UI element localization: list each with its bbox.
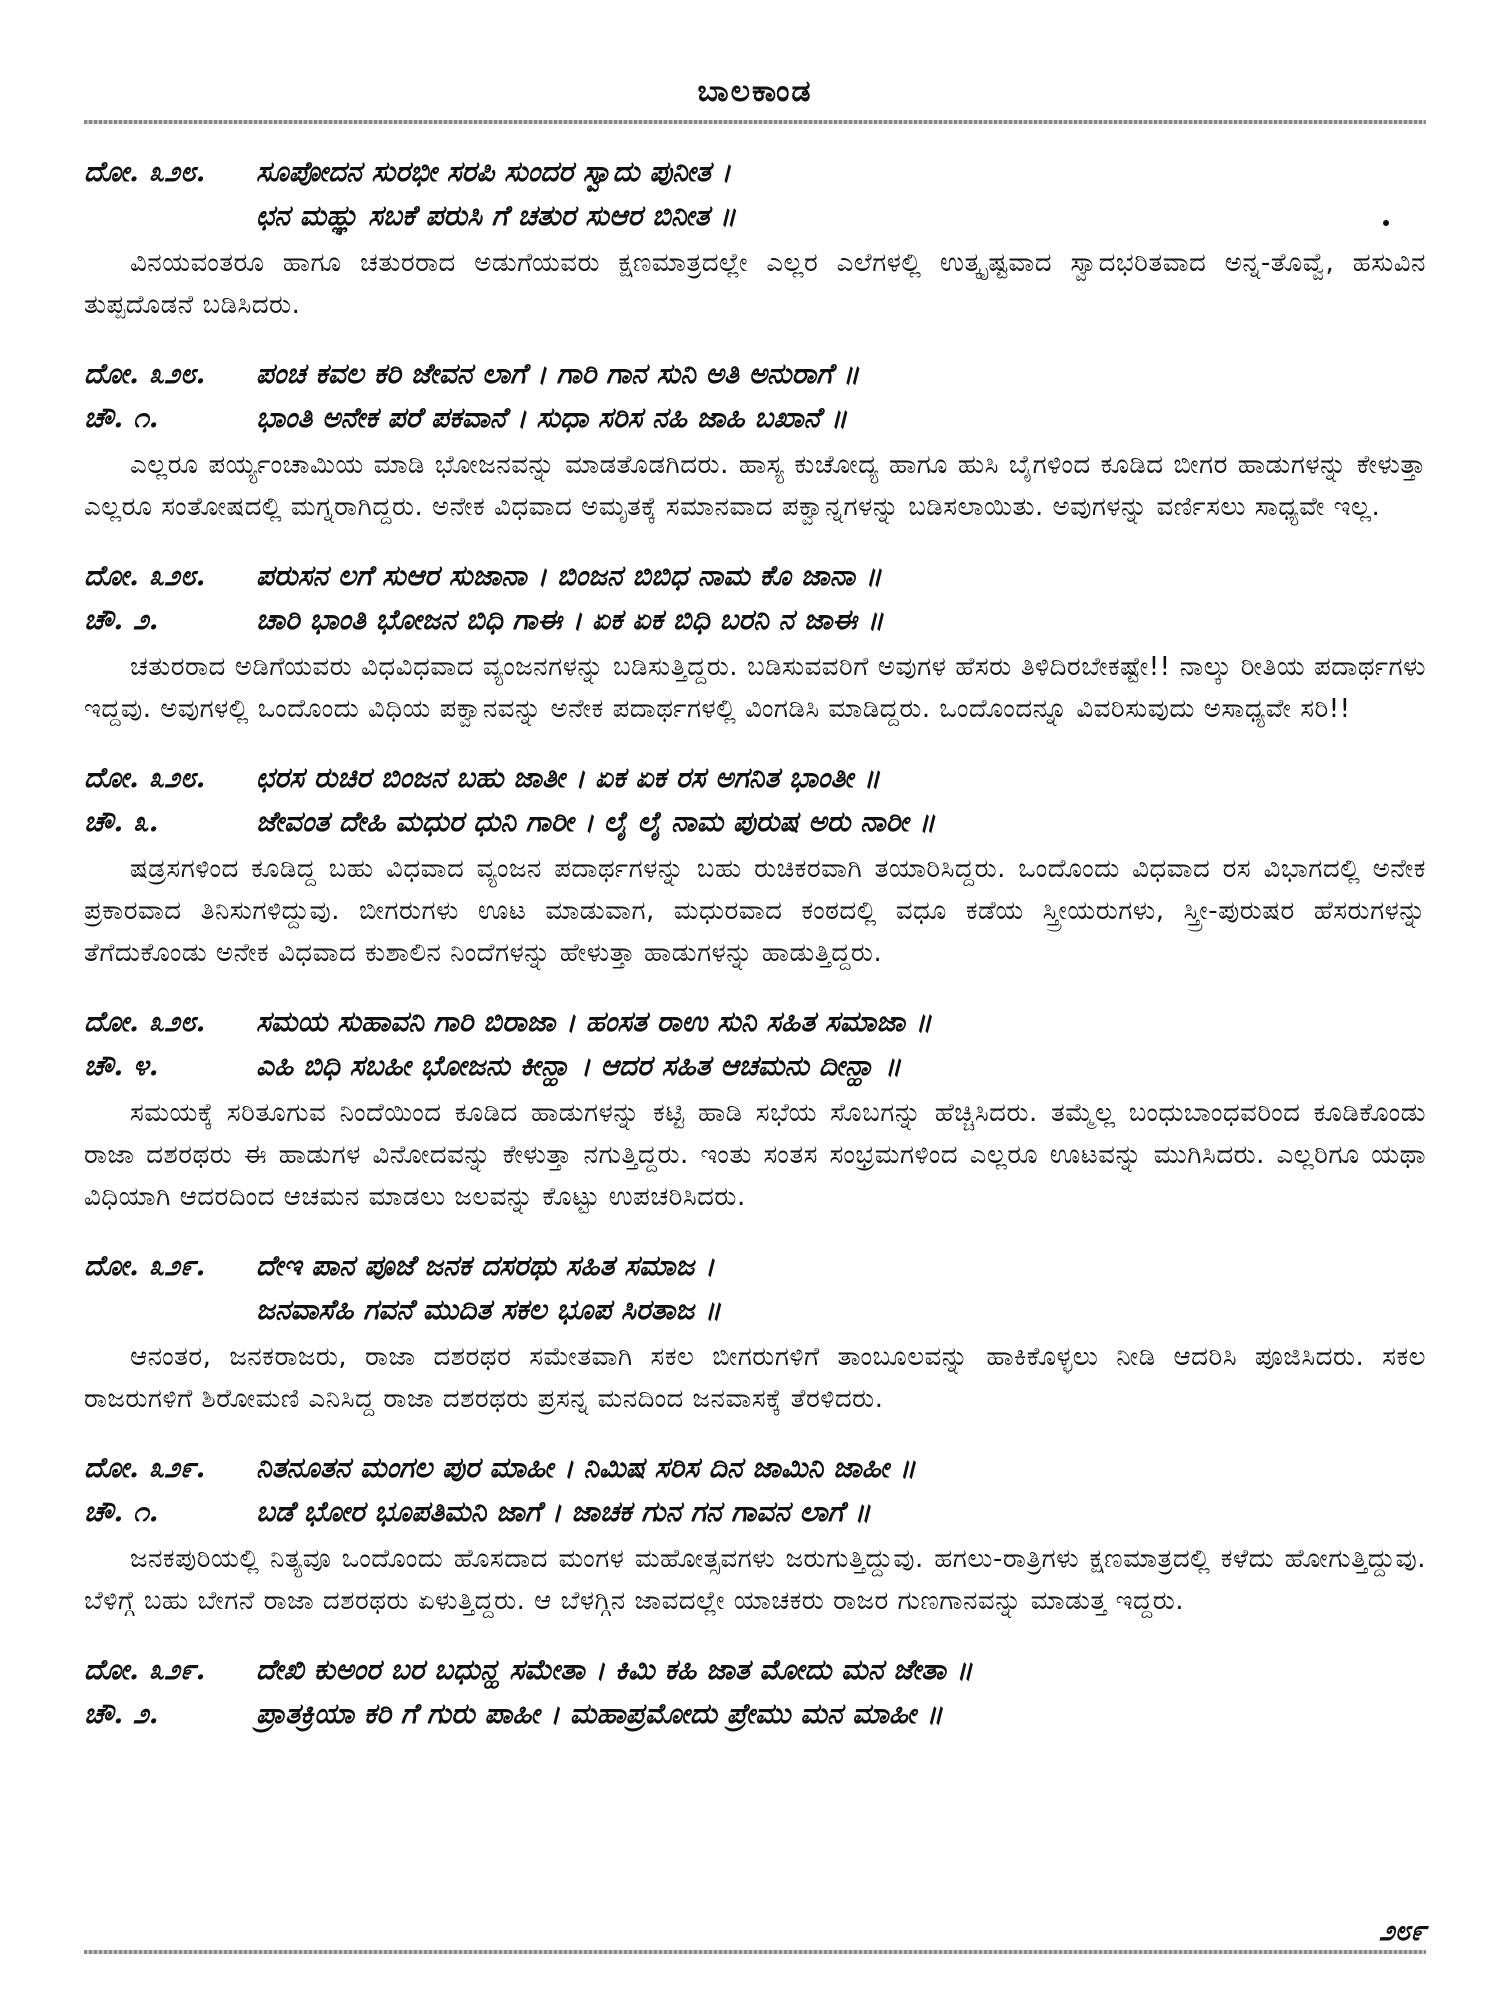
verse-label: ದೋ. ೩೨೮. xyxy=(84,357,206,390)
verse-block xyxy=(84,554,1426,730)
verse-label: ಚೌ. ೧. xyxy=(84,401,159,434)
verse-line xyxy=(84,1648,1426,1692)
verse-text: ಎಹಿ ಬಿಧಿ ಸಬಹೀ ಭೋಜನು ಕೀನ್ಹಾ । ಆದರ ಸಹಿತ ಆಚಮನು ದೀನ್ಹಾ ॥ xyxy=(256,1049,902,1082)
verse-lines xyxy=(84,756,1426,844)
verse-block xyxy=(84,1000,1426,1218)
verse-line xyxy=(84,352,1426,396)
verse-lines xyxy=(84,1446,1426,1534)
verse-line xyxy=(84,1692,1426,1736)
verse-label: ದೋ. ೩೨೮. xyxy=(84,761,206,794)
verse-line xyxy=(84,1446,1426,1490)
verse-line xyxy=(84,756,1426,800)
verse-text: ಭಾಂತಿ ಅನೇಕ ಪರೆ ಪಕವಾನೆ । ಸುಧಾ ಸರಿಸ ನಹಿ ಜಾಹಿ ಬಖಾನೆ ॥ xyxy=(256,401,848,434)
verse-line xyxy=(84,1244,1426,1288)
verse-block xyxy=(84,150,1426,326)
page-title: ಬಾಲಕಾಂಡ xyxy=(697,74,813,109)
verse-label: ದೋ. ೩೨೮. xyxy=(84,1005,206,1038)
verse-label: ಚೌ. ೧. xyxy=(84,1495,159,1528)
verse-text: ಪ್ರಾತಕ್ರಿಯಾ ಕರಿ ಗೆ ಗುರು ಪಾಹೀ । ಮಹಾಪ್ರಮೋದು ಪ್ರೇಮು ಮನ ಮಾಹೀ ॥ xyxy=(256,1697,943,1730)
verse-lines xyxy=(84,1000,1426,1088)
verse-block xyxy=(84,756,1426,974)
verse-text: ಜನವಾಸೆಹಿ ಗವನೆ ಮುದಿತ ಸಕಲ ಭೂಪ ಸಿರತಾಜ ॥ xyxy=(256,1293,722,1326)
prose-paragraph: ಜನಕಪುರಿಯಲ್ಲಿ ನಿತ್ಯವೂ ಒಂದೊಂದು ಹೊಸದಾದ ಮಂಗಳ ಮಹೋತ್ಸವಗಳು ಜರುಗುತ್ತಿದ್ದುವು. ಹಗಲು-ರಾತ್ರಿಗಳು ಕ್ಷಣಮಾತ್ರದಲ್ಲಿ ಕಳೆದು ಹೋಗುತ್ತಿದ್ದುವು. ಬೆಳಿಗ್ಗೆ ಬಹು ಬೇಗನೆ ರಾಜಾ ದಶರಥರು ಏಳುತ್ತಿದ್ದರು. ಆ ಬೆಳಗ್ಗಿನ ಜಾವದಲ್ಲೇ ಯಾಚಕರು ರಾಜರ ಗುಣಗಾನವನ್ನು ಮಾಡುತ್ತ ಇದ್ದರು. xyxy=(84,1544,1426,1616)
verse-line xyxy=(84,800,1426,844)
verse-line xyxy=(84,1490,1426,1534)
verse-line xyxy=(84,396,1426,440)
verse-label: ಚೌ. ೨. xyxy=(84,603,159,636)
verse-text: ಚಾರಿ ಭಾಂತಿ ಭೋಜನ ಬಿಧಿ ಗಾಈ । ಏಕ ಏಕ ಬಿಧಿ ಬರನಿ ನ ಜಾಈ ॥ xyxy=(256,603,884,636)
verse-label: ದೋ. ೩೨೯. xyxy=(84,1653,206,1686)
page xyxy=(84,0,1426,2000)
verse-label: ಚೌ. ೪. xyxy=(84,1049,159,1082)
verse-lines xyxy=(84,352,1426,440)
verse-text: ದೇಇ ಪಾನ ಪೂಜೆ ಜನಕ ದಸರಥು ಸಹಿತ ಸಮಾಜ । xyxy=(256,1249,715,1282)
verse-text: ಛನ ಮಹ್ಞು ಸಬಕೆ ಪರುಸಿ ಗೆ ಚತುರ ಸುಆರ ಬಿನೀತ ॥ xyxy=(256,199,737,232)
verse-text: ಸಮಯ ಸುಹಾವನಿ ಗಾರಿ ಬಿರಾಜಾ । ಹಂಸತ ರಾಉ ಸುನಿ ಸಹಿತ ಸಮಾಜಾ ॥ xyxy=(256,1005,932,1038)
verse-label: ದೋ. ೩೨೯. xyxy=(84,1451,206,1484)
verse-text: ಪರುಸನ ಲಗೆ ಸುಆರ ಸುಜಾನಾ । ಬಿಂಜನ ಬಿಬಿಧ ನಾಮ ಕೊ ಜಾನಾ ॥ xyxy=(256,559,882,592)
verse-line xyxy=(84,1288,1426,1332)
verse-text: ಬಡೆ ಭೋರ ಭೂಪತಿಮನಿ ಜಾಗೆ । ಜಾಚಕ ಗುನ ಗನ ಗಾವನ ಲಾಗೆ ॥ xyxy=(256,1495,871,1528)
verse-line xyxy=(84,1000,1426,1044)
header-divider xyxy=(84,120,1426,124)
footer-divider xyxy=(84,1950,1426,1954)
prose-paragraph: ಚತುರರಾದ ಅಡಿಗೆಯವರು ವಿಧವಿಧವಾದ ವ್ಯಂಜನಗಳನ್ನು ಬಡಿಸುತ್ತಿದ್ದರು. ಬಡಿಸುವವರಿಗೆ ಅವುಗಳ ಹೆಸರು ತಿಳಿದಿರಬೇಕಷ್ಟೇ!! ನಾಲ್ಕು ರೀತಿಯ ಪದಾರ್ಥಗಳು ಇದ್ದವು. ಅವುಗಳಲ್ಲಿ ಒಂದೊಂದು ವಿಧಿಯ ಪಕ್ವಾನವನ್ನು ಅನೇಕ ಪದಾರ್ಥಗಳಲ್ಲಿ ವಿಂಗಡಿಸಿ ಮಾಡಿದ್ದರು. ಒಂದೊಂದನ್ನೂ ವಿವರಿಸುವುದು ಅಸಾಧ್ಯವೇ ಸರಿ!! xyxy=(84,652,1426,724)
verse-label: ಚೌ. ೩. xyxy=(84,805,159,838)
prose-paragraph: ಆನಂತರ, ಜನಕರಾಜರು, ರಾಜಾ ದಶರಥರ ಸಮೇತವಾಗಿ ಸಕಲ ಬೀಗರುಗಳಿಗೆ ತಾಂಬೂಲವನ್ನು ಹಾಕಿಕೊಳ್ಳಲು ನೀಡಿ ಆದರಿಸಿ ಪೂಜಿಸಿದರು. ಸಕಲ ರಾಜರುಗಳಿಗೆ ಶಿರೋಮಣಿ ಎನಿಸಿದ್ದ ರಾಜಾ ದಶರಥರು ಪ್ರಸನ್ನ ಮನದಿಂದ ಜನವಾಸಕ್ಕೆ ತೆರಳಿದರು. xyxy=(84,1342,1426,1414)
verse-text: ಸೂಪೋದನ ಸುರಭೀ ಸರಪಿ ಸುಂದರ ಸ್ವಾದು ಪುನೀತ । xyxy=(256,155,732,188)
prose-paragraph: ವಿನಯವಂತರೂ ಹಾಗೂ ಚತುರರಾದ ಅಡುಗೆಯವರು ಕ್ಷಣಮಾತ್ರದಲ್ಲೇ ಎಲ್ಲರ ಎಲೆಗಳಲ್ಲಿ ಉತ್ಕೃಷ್ಟವಾದ ಸ್ವಾದಭರಿತವಾದ ಅನ್ನ-ತೊವ್ವೆ, ಹಸುವಿನ ತುಪ್ಪದೊಡನೆ ಬಡಿಸಿದರು. xyxy=(84,248,1426,320)
verse-line xyxy=(84,194,1426,238)
verse-text: ಜೇವಂತ ದೇಹಿ ಮಧುರ ಧುನಿ ಗಾರೀ । ಲೈ ಲೈ ನಾಮ ಪುರುಷ ಅರು ನಾರೀ ॥ xyxy=(256,805,936,838)
verse-lines xyxy=(84,150,1426,238)
verse-line xyxy=(84,1044,1426,1088)
prose-paragraph: ಸಮಯಕ್ಕೆ ಸರಿತೂಗುವ ನಿಂದೆಯಿಂದ ಕೂಡಿದ ಹಾಡುಗಳನ್ನು ಕಟ್ಟಿ ಹಾಡಿ ಸಭೆಯ ಸೊಬಗನ್ನು ಹೆಚ್ಚಿಸಿದರು. ತಮ್ಮೆಲ್ಲ ಬಂಧುಬಾಂಧವರಿಂದ ಕೂಡಿಕೊಂಡು ರಾಜಾ ದಶರಥರು ಈ ಹಾಡುಗಳ ವಿನೋದವನ್ನು ಕೇಳುತ್ತಾ ನಗುತ್ತಿದ್ದರು. ಇಂತು ಸಂತಸ ಸಂಭ್ರಮಗಳಿಂದ ಎಲ್ಲರೂ ಊಟವನ್ನು ಮುಗಿಸಿದರು. ಎಲ್ಲರಿಗೂ ಯಥಾ ವಿಧಿಯಾಗಿ ಆದರದಿಂದ ಆಚಮನ ಮಾಡಲು ಜಲವನ್ನು ಕೊಟ್ಟು ಉಪಚರಿಸಿದರು. xyxy=(84,1098,1426,1212)
print-speck xyxy=(1383,220,1389,226)
verse-label: ದೋ. ೩೨೯. xyxy=(84,1249,206,1282)
verse-line xyxy=(84,150,1426,194)
verse-label: ದೋ. ೩೨೮. xyxy=(84,155,206,188)
verse-block xyxy=(84,1244,1426,1420)
verse-lines xyxy=(84,1244,1426,1332)
verse-label: ಚೌ. ೨. xyxy=(84,1697,159,1730)
verse-block xyxy=(84,352,1426,528)
page-number: ೨೮೯ xyxy=(1378,1914,1426,1947)
verse-lines xyxy=(84,554,1426,642)
verse-label: ದೋ. ೩೨೮. xyxy=(84,559,206,592)
verse-block xyxy=(84,1446,1426,1622)
verse-text: ಛರಸ ರುಚಿರ ಬಿಂಜನ ಬಹು ಜಾತೀ । ಏಕ ಏಕ ರಸ ಅಗನಿತ ಭಾಂತೀ ॥ xyxy=(256,761,881,794)
verse-text: ಪಂಚ ಕವಲ ಕರಿ ಜೇವನ ಲಾಗೆ । ಗಾರಿ ಗಾನ ಸುನಿ ಅತಿ ಅನುರಾಗೆ ॥ xyxy=(256,357,860,390)
prose-paragraph: ಎಲ್ಲರೂ ಪರ್ಯ್ಯಂಚಾಮಿಯ ಮಾಡಿ ಭೋಜನವನ್ನು ಮಾಡತೊಡಗಿದರು. ಹಾಸ್ಯ ಕುಚೋದ್ಯ ಹಾಗೂ ಹುಸಿ ಬೈಗಳಿಂದ ಕೂಡಿದ ಬೀಗರ ಹಾಡುಗಳನ್ನು ಕೇಳುತ್ತಾ ಎಲ್ಲರೂ ಸಂತೋಷದಲ್ಲಿ ಮಗ್ನರಾಗಿದ್ದರು. ಅನೇಕ ವಿಧವಾದ ಅಮೃತಕ್ಕೆ ಸಮಾನವಾದ ಪಕ್ವಾನ್ನಗಳನ್ನು ಬಡಿಸಲಾಯಿತು. ಅವುಗಳನ್ನು ವರ್ಣಿಸಲು ಸಾಧ್ಯವೇ ಇಲ್ಲ. xyxy=(84,450,1426,522)
verse-text: ದೇಖಿ ಕುಅಂರ ಬರ ಬಧುನ್ಹ ಸಮೇತಾ । ಕಿಮಿ ಕಹಿ ಜಾತ ಮೋದು ಮನ ಜೇತಾ ॥ xyxy=(256,1653,973,1686)
verse-block xyxy=(84,1648,1426,1736)
prose-paragraph: ಷಡ್ರಸಗಳಿಂದ ಕೂಡಿದ್ದ ಬಹು ವಿಧವಾದ ವ್ಯಂಜನ ಪದಾರ್ಥಗಳನ್ನು ಬಹು ರುಚಿಕರವಾಗಿ ತಯಾರಿಸಿದ್ದರು. ಒಂದೊಂದು ವಿಧವಾದ ರಸ ವಿಭಾಗದಲ್ಲಿ ಅನೇಕ ಪ್ರಕಾರವಾದ ತಿನಿಸುಗಳಿದ್ದುವು. ಬೀಗರುಗಳು ಊಟ ಮಾಡುವಾಗ, ಮಧುರವಾದ ಕಂಠದಲ್ಲಿ ವಧೂ ಕಡೆಯ ಸ್ತ್ರೀಯರುಗಳು, ಸ್ತ್ರೀ-ಪುರುಷರ ಹೆಸರುಗಳನ್ನು ತೆಗೆದುಕೊಂಡು ಅನೇಕ ವಿಧವಾದ ಕುಶಾಲಿನ ನಿಂದೆಗಳನ್ನು ಹೇಳುತ್ತಾ ಹಾಡುಗಳನ್ನು ಹಾಡುತ್ತಿದ್ದರು. xyxy=(84,854,1426,968)
verse-text: ನಿತನೂತನ ಮಂಗಲ ಪುರ ಮಾಹೀ । ನಿಮಿಷ ಸರಿಸ ದಿನ ಜಾಮಿನಿ ಜಾಹೀ ॥ xyxy=(256,1451,916,1484)
verse-lines xyxy=(84,1648,1426,1736)
verse-line xyxy=(84,598,1426,642)
page-content xyxy=(84,150,1426,1736)
verse-line xyxy=(84,554,1426,598)
